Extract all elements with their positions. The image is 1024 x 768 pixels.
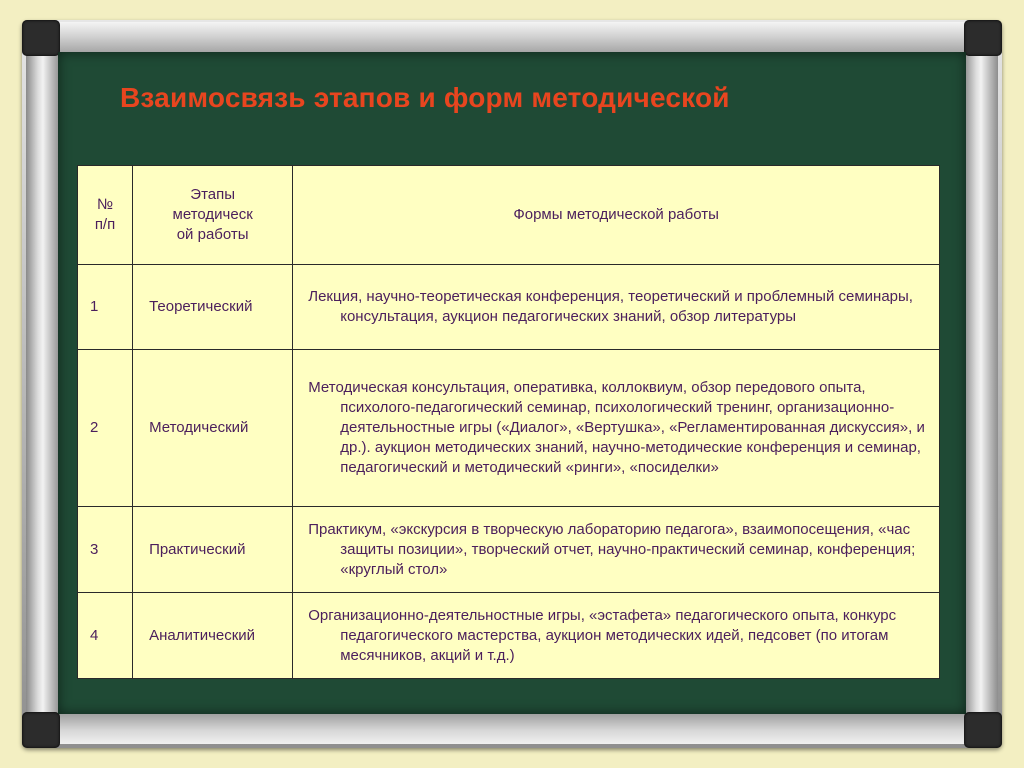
row-number: 4 bbox=[78, 593, 133, 679]
header-number-line2: п/п bbox=[94, 216, 116, 233]
header-stages-line3: ой работы bbox=[176, 226, 249, 243]
frame-top-rail bbox=[56, 22, 968, 52]
table-row bbox=[78, 350, 940, 507]
row-forms bbox=[293, 265, 940, 350]
header-forms: Формы методической работы bbox=[293, 166, 940, 265]
row-forms bbox=[293, 507, 940, 593]
row-stage: Практический bbox=[133, 507, 293, 593]
row-stage: Аналитический bbox=[133, 593, 293, 679]
frame-corner-top-left bbox=[22, 20, 60, 56]
row-forms-text: Практикум, «экскурсия в творческую лабораторию педагога», взаимопосещения, «час защиты позиции», творческий отчет, научно-практический семинар, конференция; «круглый стол» bbox=[308, 520, 916, 578]
slide-title: Взаимосвязь этапов и форм методической bbox=[120, 82, 730, 113]
table-row bbox=[78, 265, 940, 350]
row-number: 2 bbox=[78, 350, 133, 507]
frame-left-rail bbox=[26, 48, 60, 720]
table-row bbox=[78, 593, 940, 679]
header-stages bbox=[133, 166, 293, 265]
row-forms-text: Методическая консультация, оперативка, коллоквиум, обзор передового опыта, психолого-педагогический семинар, психологический тренинг, организационно-деятельностные игры («Диалог», «Вертушка», «Регламентированная дискуссия», и др.). аукцион методических знаний, научно-методические конференция и семинар, педагогический и методический «ринги», «посиделки» bbox=[308, 379, 925, 476]
frame-corner-bottom-left bbox=[22, 712, 60, 748]
row-forms-text: Лекция, научно-теоретическая конференция, теоретический и проблемный семинары, консультация, аукцион педагогических знаний, обзор литературы bbox=[308, 288, 913, 325]
row-number: 3 bbox=[78, 507, 133, 593]
row-number: 1 bbox=[78, 265, 133, 350]
header-number-line1: № bbox=[96, 196, 114, 213]
header-stages-line1: Этапы bbox=[190, 186, 236, 203]
table-header-row bbox=[78, 166, 940, 265]
row-stage: Теоретический bbox=[133, 265, 293, 350]
frame-corner-bottom-right bbox=[964, 712, 1002, 748]
header-stages-line2: методическ bbox=[172, 206, 253, 223]
header-number bbox=[78, 166, 133, 265]
table-row bbox=[78, 507, 940, 593]
frame-right-rail bbox=[964, 48, 998, 720]
row-forms bbox=[293, 350, 940, 507]
frame-bottom-rail bbox=[56, 714, 968, 744]
frame-corner-top-right bbox=[964, 20, 1002, 56]
row-stage: Методический bbox=[133, 350, 293, 507]
stages-forms-table bbox=[77, 165, 940, 679]
row-forms bbox=[293, 593, 940, 679]
row-forms-text: Организационно-деятельностные игры, «эстафета» педагогического опыта, конкурс педагогического мастерства, аукцион методических идей, педсовет (по итогам месячников, акций и т.д.) bbox=[308, 606, 897, 664]
